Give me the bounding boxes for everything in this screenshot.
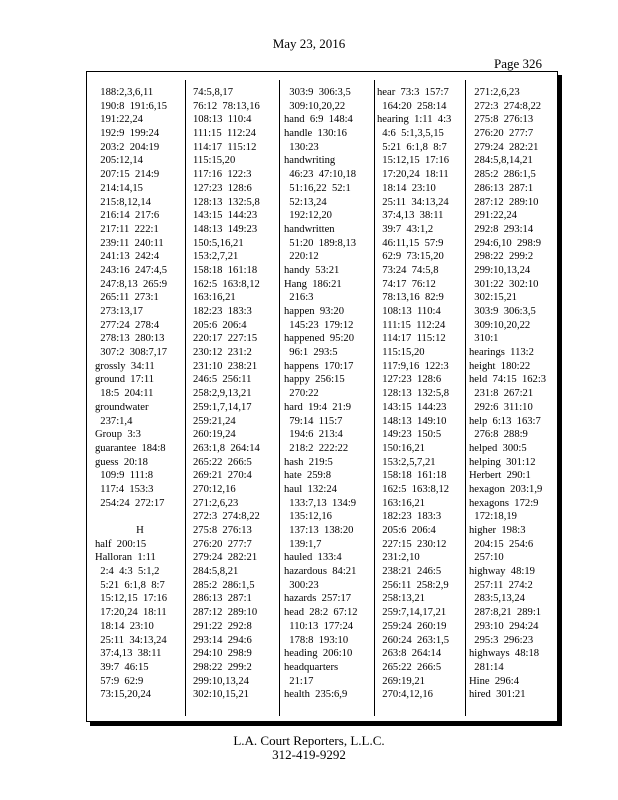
- index-entry-line: 62:9 73:15,20: [377, 251, 444, 263]
- index-entry-line: 237:1,4: [95, 415, 133, 427]
- index-entry-line: 143:15 144:23: [377, 401, 447, 413]
- index-entry-line: 114:17 115:12: [193, 141, 257, 153]
- index-entry-line: 204:15 254:6: [469, 538, 534, 550]
- index-entry-line: 302:10,15,21: [193, 689, 249, 701]
- index-entry-line: 287:12 289:10: [193, 607, 258, 619]
- index-entry-line: handy 53:21: [284, 264, 340, 276]
- index-entry-line: handwriting: [284, 155, 336, 167]
- index-entry-line: 148:13 149:23: [193, 223, 258, 235]
- index-entry-line: happened 95:20: [284, 333, 355, 345]
- index-entry-line: 217:11 222:1: [95, 223, 159, 235]
- footer-phone: 312-419-9292: [272, 747, 346, 762]
- index-frame: [86, 71, 558, 722]
- index-entry-line: 172:18,19: [469, 511, 517, 523]
- index-entry-line: 277:24 278:4: [95, 319, 160, 331]
- index-entry-line: 74:5,8,17: [193, 87, 234, 98]
- index-entry-line: 150:5,16,21: [193, 237, 244, 249]
- index-entry-line: 76:12 78:13,16: [193, 100, 260, 112]
- index-entry-line: 295:3 296:23: [469, 634, 534, 646]
- index-entry-line: 203:2 204:19: [95, 141, 160, 153]
- index-entry-line: 46:23 47:10,18: [284, 169, 357, 181]
- index-entry-line: 73:24 74:5,8: [377, 264, 439, 276]
- index-entry-line: height 180:22: [469, 360, 531, 372]
- index-entry-line: 257:10: [469, 552, 504, 564]
- index-entry-line: 265:22 266:5: [193, 456, 252, 468]
- index-entry-line: 194:6 213:4: [284, 429, 343, 441]
- index-entry-line: 254:24 272:17: [95, 497, 165, 509]
- index-entry-line: 15:12,15 17:16: [95, 593, 168, 605]
- index-entry-line: 51:16,22 52:1: [284, 182, 351, 194]
- index-entry-line: 153:2,5,7,21: [377, 456, 436, 468]
- index-entry-line: 231:8 267:21: [469, 388, 534, 400]
- index-entry-line: 21:17: [284, 675, 314, 687]
- index-entry-line: head 28:2 67:12: [284, 607, 358, 619]
- column-divider: [465, 80, 466, 716]
- index-column-2: [193, 86, 279, 702]
- index-entry-line: 257:11 274:2: [469, 579, 533, 591]
- index-entry-line: happens 170:17: [284, 360, 354, 372]
- index-entry-line: helping 301:12: [469, 456, 536, 468]
- index-entry-line: 260:19,24: [193, 429, 236, 441]
- index-entry-line: 205:6 206:4: [193, 319, 247, 331]
- index-entry-line: haul 132:24: [284, 483, 337, 495]
- index-entry-line: Halloran 1:11: [95, 552, 156, 564]
- index-entry-line: 133:7,13 134:9: [284, 497, 357, 509]
- index-entry-line: 259:1,7,14,17: [193, 401, 252, 413]
- index-entry-line: hard 19:4 21:9: [284, 401, 352, 413]
- index-entry-line: 73:15,20,24: [95, 689, 151, 701]
- index-entry-line: 115:15,20: [377, 347, 425, 359]
- index-entry-line: 243:16 247:4,5: [95, 264, 168, 276]
- index-entry-line: 279:24 282:21: [469, 141, 539, 153]
- index-column-1: [95, 86, 185, 702]
- index-column-4: [377, 86, 465, 702]
- index-entry-line: 39:7 43:1,2: [377, 223, 434, 235]
- index-entry-line: 310:1: [469, 333, 499, 345]
- index-entry-line: 78:13,16 82:9: [377, 292, 444, 304]
- index-entry-line: 190:8 191:6,15: [95, 100, 168, 112]
- index-entry-line: hazardous 84:21: [284, 566, 357, 578]
- index-entry-line: 25:11 34:13,24: [377, 196, 449, 208]
- index-entry-line: 114:17 115:12: [377, 333, 446, 345]
- index-entry-line: hired 301:21: [469, 689, 526, 701]
- index-entry-line: 309:10,20,22: [284, 100, 346, 112]
- index-entry-line: 205:6 206:4: [377, 525, 436, 536]
- index-entry-line: hauled 133:4: [284, 552, 342, 564]
- index-entry-line: 271:2,6,23: [469, 87, 520, 98]
- index-entry-line: hexagon 203:1,9: [469, 483, 543, 495]
- index-entry-line: 205:12,14: [95, 155, 143, 167]
- index-entry-line: 299:10,13,24: [469, 264, 531, 276]
- index-entry-line: 293:10 294:24: [469, 620, 539, 632]
- index-entry-line: 275:8 276:13: [193, 525, 252, 536]
- index-entry-line: 137:13 138:20: [284, 525, 354, 536]
- index-entry-line: 158:18 161:18: [377, 470, 447, 482]
- index-entry-line: 51:20 189:8,13: [284, 237, 357, 249]
- index-entry-line: happen 93:20: [284, 306, 345, 317]
- index-entry-line: help 6:13 163:7: [469, 415, 541, 427]
- index-entry-line: 227:15 230:12: [377, 538, 447, 550]
- index-entry-line: 111:15 112:24: [193, 128, 256, 140]
- index-entry-line: 214:14,15: [95, 182, 143, 194]
- index-entry-line: Group 3:3: [95, 429, 141, 441]
- index-entry-line: 276:20 277:7: [193, 538, 252, 550]
- index-entry-line: [95, 510, 185, 524]
- index-entry-line: 256:11 258:2,9: [377, 579, 449, 591]
- index-entry-line: 263:1,8 264:14: [193, 442, 260, 454]
- index-entry-line: hearing 1:11 4:3: [377, 114, 452, 126]
- index-entry-line: higher 198:3: [469, 525, 526, 536]
- index-entry-line: 139:1,7: [284, 538, 322, 550]
- index-entry-line: 145:23 179:12: [284, 319, 354, 331]
- index-entry-line: 57:9 62:9: [95, 675, 144, 687]
- index-entry-line: 153:2,7,21: [193, 251, 239, 263]
- index-entry-line: held 74:15 162:3: [469, 374, 547, 386]
- index-entry-line: 247:8,13 265:9: [95, 278, 168, 290]
- index-entry-line: 150:16,21: [377, 442, 425, 454]
- index-entry-line: 231:2,10: [377, 552, 420, 564]
- index-entry-line: headquarters: [284, 661, 339, 673]
- index-entry-line: 276:20 277:7: [469, 128, 534, 140]
- index-entry-line: handle 130:16: [284, 128, 347, 140]
- index-entry-line: 17:20,24 18:11: [377, 169, 449, 181]
- index-entry-line: 110:13 177:24: [284, 620, 354, 632]
- index-entry-line: 37:4,13 38:11: [377, 210, 444, 222]
- index-entry-line: highways 48:18: [469, 648, 540, 660]
- index-entry-line: 52:13,24: [284, 196, 327, 208]
- index-entry-line: 276:8 288:9: [469, 429, 528, 441]
- index-entry-line: 108:13 110:4: [193, 114, 252, 126]
- index-entry-line: 293:14 294:6: [193, 634, 252, 646]
- index-entry-line: 286:13 287:1: [469, 182, 534, 194]
- index-entry-line: 302:15,21: [469, 292, 517, 304]
- index-entry-line: 287:8,21 289:1: [469, 607, 542, 619]
- index-entry-line: 207:15 214:9: [95, 169, 160, 181]
- footer-company: L.A. Court Reporters, L.L.C.: [233, 733, 385, 748]
- index-entry-line: happy 256:15: [284, 374, 345, 386]
- index-entry-line: 79:14 115:7: [284, 415, 343, 427]
- index-entry-line: 96:1 293:5: [284, 347, 338, 359]
- index-entry-line: hand 6:9 148:4: [284, 114, 353, 126]
- index-entry-line: 188:2,3,6,11: [95, 87, 154, 98]
- index-entry-line: 230:12 231:2: [193, 347, 252, 359]
- index-entry-line: 128:13 132:5,8: [193, 196, 260, 208]
- index-entry-line: 127:23 128:6: [377, 374, 442, 386]
- index-entry-line: 231:10 238:21: [193, 360, 258, 372]
- index-entry-line: 148:13 149:10: [377, 415, 447, 427]
- index-entry-line: 298:22 299:2: [469, 251, 534, 263]
- index-entry-line: 238:21 246:5: [377, 566, 442, 578]
- page-date: May 23, 2016: [272, 36, 346, 51]
- index-entry-line: 292:8 293:14: [469, 223, 534, 235]
- index-entry-line: 283:5,13,24: [469, 593, 525, 605]
- index-entry-line: 259:7,14,17,21: [377, 607, 447, 619]
- index-entry-line: 215:8,12,14: [95, 196, 151, 208]
- column-divider: [279, 80, 280, 716]
- index-entry-line: 162:5 163:8,12: [193, 278, 260, 290]
- index-entry-line: 178:8 193:10: [284, 634, 349, 646]
- index-entry-line: 182:23 183:3: [193, 306, 252, 317]
- index-entry-line: 143:15 144:23: [193, 210, 258, 222]
- index-entry-line: 279:24 282:21: [193, 552, 258, 564]
- index-entry-line: grossly 34:11: [95, 360, 155, 372]
- index-entry-line: highway 48:19: [469, 566, 535, 578]
- index-entry-line: 162:5 163:8,12: [377, 483, 450, 495]
- column-divider: [185, 80, 186, 716]
- index-entry-line: guarantee 184:8: [95, 442, 166, 454]
- index-entry-line: 294:10 298:9: [193, 648, 252, 660]
- index-entry-line: 270:4,12,16: [377, 689, 433, 701]
- index-entry-line: 265:22 266:5: [377, 661, 442, 673]
- index-entry-line: 74:17 76:12: [377, 278, 436, 290]
- page-number: Page 326: [494, 56, 543, 71]
- index-entry-line: 128:13 132:5,8: [377, 388, 450, 400]
- index-entry-line: 135:12,16: [284, 511, 332, 523]
- index-entry-line: helped 300:5: [469, 442, 527, 454]
- index-entry-line: 299:10,13,24: [193, 675, 249, 687]
- index-entry-line: hexagons 172:9: [469, 497, 539, 509]
- index-entry-line: 278:13 280:13: [95, 333, 165, 345]
- index-entry-line: 294:6,10 298:9: [469, 237, 542, 249]
- index-entry-line: 309:10,20,22: [469, 319, 531, 331]
- index-entry-line: 303:9 306:3,5: [469, 306, 536, 317]
- index-entry-line: Hang 186:21: [284, 278, 342, 290]
- index-entry-line: 191:22,24: [95, 114, 143, 126]
- index-entry-line: 269:21 270:4: [193, 470, 252, 482]
- index-entry-line: 117:16 122:3: [193, 169, 252, 181]
- index-entry-line: 281:14: [469, 661, 504, 673]
- index-entry-line: 18:14 23:10: [95, 620, 154, 632]
- index-entry-line: hearings 113:2: [469, 347, 534, 359]
- index-column-3: [284, 86, 374, 702]
- index-entry-line: 270:22: [284, 388, 319, 400]
- index-entry-line: 284:5,8,21: [193, 566, 239, 578]
- index-entry-line: 271:2,6,23: [193, 497, 239, 509]
- index-entry-line: 258:2,9,13,21: [193, 388, 252, 400]
- index-entry-line: 4:6 5:1,3,5,15: [377, 128, 444, 140]
- index-entry-line: 259:21,24: [193, 415, 236, 427]
- index-entry-line: 259:24 260:19: [377, 620, 447, 632]
- index-entry-line: 291:22,24: [469, 210, 517, 222]
- index-entry-line: 18:5 204:11: [95, 388, 154, 400]
- index-entry-line: 163:16,21: [193, 292, 236, 304]
- index-entry-line: 25:11 34:13,24: [95, 634, 167, 646]
- index-entry-line: 286:13 287:1: [193, 593, 252, 605]
- index-entry-line: 285:2 286:1,5: [193, 579, 255, 591]
- index-entry-line: 46:11,15 57:9: [377, 237, 444, 249]
- index-entry-line: 37:4,13 38:11: [95, 648, 162, 660]
- index-entry-line: heading 206:10: [284, 648, 353, 660]
- index-entry-line: 109:9 111:8: [95, 470, 154, 482]
- index-entry-line: 182:23 183:3: [377, 511, 442, 523]
- index-entry-line: 291:22 292:8: [193, 620, 252, 632]
- index-entry-line: 292:6 311:10: [469, 401, 533, 413]
- index-entry-line: 5:21 6:1,8 8:7: [95, 579, 165, 591]
- index-entry-line: 111:15 112:24: [377, 319, 446, 331]
- index-entry-line: 275:8 276:13: [469, 114, 534, 126]
- index-entry-line: 246:5 256:11: [193, 374, 252, 386]
- index-entry-line: guess 20:18: [95, 456, 148, 468]
- index-entry-line: 260:24 263:1,5: [377, 634, 450, 646]
- index-entry-line: 269:19,21: [377, 675, 425, 687]
- index-entry-line: 273:13,17: [95, 306, 143, 317]
- index-entry-line: hear 73:3 157:7: [377, 87, 449, 98]
- index-entry-line: 303:9 306:3,5: [284, 87, 351, 98]
- index-entry-line: 298:22 299:2: [193, 661, 252, 673]
- index-entry-line: 18:14 23:10: [377, 182, 436, 194]
- index-entry-line: 39:7 46:15: [95, 661, 149, 673]
- index-entry-line: 241:13 242:4: [95, 251, 160, 263]
- column-divider: [374, 80, 375, 716]
- index-entry-line: Hine 296:4: [469, 675, 520, 687]
- index-entry-line: 284:5,8,14,21: [469, 155, 533, 167]
- index-entry-line: 108:13 110:4: [377, 306, 441, 317]
- index-entry-line: health 235:6,9: [284, 689, 348, 701]
- index-entry-line: 192:9 199:24: [95, 128, 160, 140]
- index-entry-line: 5:21 6:1,8 8:7: [377, 141, 447, 153]
- index-entry-line: 285:2 286:1,5: [469, 169, 536, 181]
- index-entry-line: 163:16,21: [377, 497, 425, 509]
- index-entry-line: 130:23: [284, 141, 319, 153]
- index-entry-line: groundwater: [95, 401, 149, 413]
- index-entry-line: Herbert 290:1: [469, 470, 531, 482]
- index-entry-line: 307:2 308:7,17: [95, 347, 168, 359]
- index-entry-line: 218:2 222:22: [284, 442, 349, 454]
- index-entry-line: 287:12 289:10: [469, 196, 539, 208]
- index-entry-line: 300:23: [284, 579, 319, 591]
- index-entry-line: 258:13,21: [377, 593, 425, 605]
- index-entry-line: 216:3: [284, 292, 314, 304]
- index-entry-line: 164:20 258:14: [377, 100, 447, 112]
- index-entry-line: ground 17:11: [95, 374, 155, 386]
- index-entry-line: 216:14 217:6: [95, 210, 160, 222]
- index-entry-line: 220:12: [284, 251, 319, 263]
- index-entry-line: 272:3 274:8,22: [469, 100, 542, 112]
- index-entry-line: 149:23 150:5: [377, 429, 442, 441]
- index-entry-line: 263:8 264:14: [377, 648, 442, 660]
- index-entry-line: 239:11 240:11: [95, 237, 164, 249]
- index-entry-line: 115:15,20: [193, 155, 236, 167]
- index-entry-line: 117:4 153:3: [95, 483, 154, 495]
- index-column-5: [469, 86, 555, 702]
- index-entry-line: 127:23 128:6: [193, 182, 252, 194]
- index-entry-line: 301:22 302:10: [469, 278, 539, 290]
- index-entry-line: handwritten: [284, 223, 335, 235]
- index-entry-line: 272:3 274:8,22: [193, 511, 260, 523]
- index-entry-line: 265:11 273:1: [95, 292, 159, 304]
- index-letter-heading: H: [136, 525, 144, 536]
- index-entry-line: hate 259:8: [284, 470, 332, 482]
- index-entry-line: 117:9,16 122:3: [377, 360, 449, 372]
- index-entry-line: 17:20,24 18:11: [95, 607, 167, 619]
- index-entry-line: hazards 257:17: [284, 593, 352, 605]
- index-entry-line: 270:12,16: [193, 483, 236, 495]
- index-entry-line: 192:12,20: [284, 210, 332, 222]
- index-entry-line: 15:12,15 17:16: [377, 155, 450, 167]
- index-entry-line: 158:18 161:18: [193, 264, 258, 276]
- index-entry-line: 2:4 4:3 5:1,2: [95, 566, 160, 578]
- index-entry-line: hash 219:5: [284, 456, 333, 468]
- index-entry-line: 220:17 227:15: [193, 333, 258, 345]
- index-entry-line: half 200:15: [95, 538, 147, 550]
